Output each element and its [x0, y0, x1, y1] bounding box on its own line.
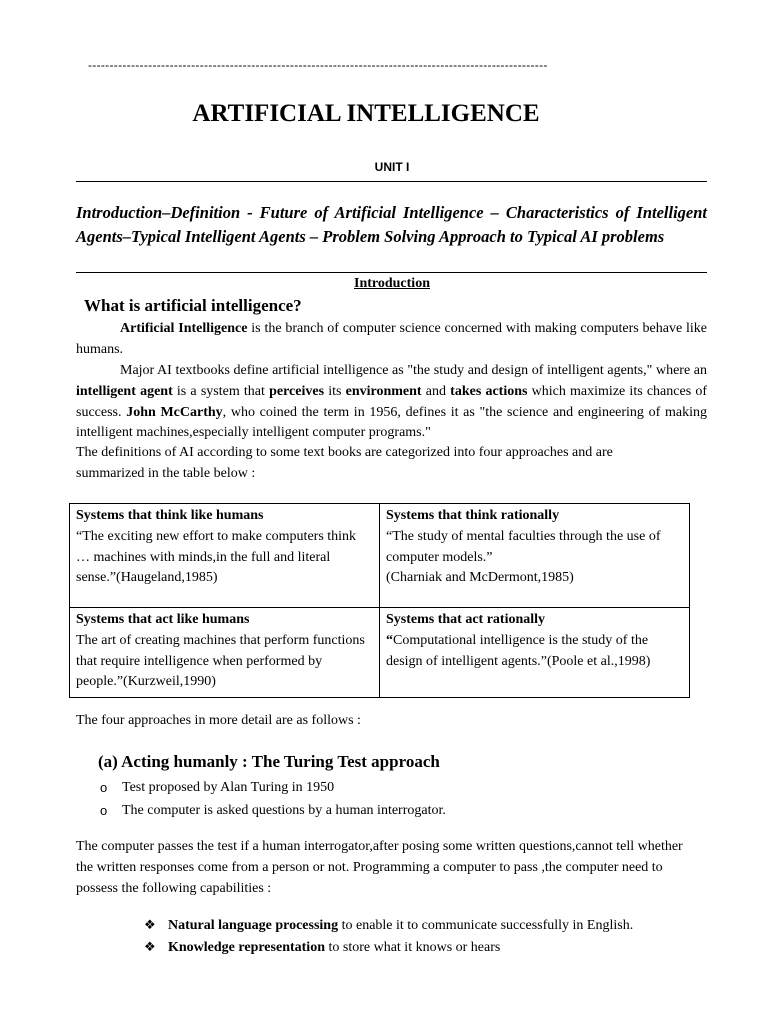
term-john-mccarthy: John McCarthy — [126, 404, 223, 420]
list-item-text: Test proposed by Alan Turing in 1950 — [122, 780, 335, 795]
cell-heading: Systems that act rationally — [386, 612, 546, 627]
top-dash-separator: ----------------------------------------------------------------------------------------------------------- — [88, 58, 548, 72]
cell-body: “The exciting new effort to make computers think … machines with minds,in the full and literal sense.”(Haugeland,1985) — [76, 528, 357, 586]
text: which maximize its chances of success. — [76, 383, 707, 420]
capability-desc: to store what it knows or hears — [324, 940, 501, 955]
ai-definitions-table — [69, 503, 690, 698]
cell-citation: (Charniak and McDermont,1985) — [386, 570, 574, 586]
section-a-heading: (a) Acting humanly : The Turing Test approach — [98, 752, 440, 771]
diamond-bullet-icon: ❖ — [144, 918, 156, 933]
top-rule — [76, 181, 707, 182]
para-definition-text: is the branch of computer science concerned with making computers behave like humans. — [76, 321, 708, 357]
term-perceives: perceives — [269, 383, 325, 399]
capability-name: Knowledge representation — [168, 940, 325, 955]
para-definition — [76, 319, 707, 361]
text: and — [421, 383, 451, 399]
text: its — [324, 383, 346, 399]
cell-heading: Systems that think like humans — [76, 508, 264, 523]
cell-body-text: Computational intelligence is the study of the design of intelligent agents.”(Poole et al.,1998) — [386, 632, 651, 669]
capability-name: Natural language processing — [168, 918, 339, 933]
text: , who coined the term in 1956, defines it as "the science and engineering of making intelligent machines,especially intelligent computer programs." — [76, 404, 707, 441]
text: is a system that — [172, 383, 270, 399]
para-categories: The definitions of AI according to some text books are categorized into four approaches and are summarized in the table below : — [76, 445, 613, 481]
capability-desc: to enable it to communicate successfully in English. — [338, 918, 634, 933]
term-environment: environment — [345, 383, 422, 399]
table-row — [70, 608, 690, 698]
page-title: ARTIFICIAL INTELLIGENCE — [192, 100, 540, 127]
cell-heading: Systems that act like humans — [76, 612, 250, 627]
table-cell-act-rationally — [380, 608, 690, 698]
cell-body: The art of creating machines that perform functions that require intelligence when performed by people.”(Kurzweil,1990) — [76, 632, 365, 690]
list-item-text: The computer is asked questions by a human interrogator. — [122, 803, 446, 818]
table-row — [70, 504, 690, 608]
circle-bullet-icon: o — [100, 780, 108, 795]
cell-heading: Systems that think rationally — [386, 508, 560, 523]
unit-topics: Introduction–Definition - Future of Artificial Intelligence – Characteristics of Intelligent Agents–Typical Intelligent Agents – Problem Solving Approach to Typical AI problems — [76, 203, 707, 246]
diamond-bullet-icon: ❖ — [144, 940, 156, 955]
term-ai: Artificial Intelligence — [120, 321, 248, 336]
open-quote: “ — [386, 632, 393, 648]
bottom-rule — [76, 272, 707, 273]
unit-label: UNIT I — [374, 160, 410, 174]
list-item — [144, 915, 633, 937]
list-item — [144, 937, 633, 959]
list-item — [100, 776, 446, 799]
term-takes-actions: takes actions — [450, 383, 528, 399]
cell-body — [386, 631, 683, 673]
circle-bullet-icon: o — [100, 803, 108, 818]
introduction-heading: Introduction — [354, 276, 430, 291]
para-textbooks — [76, 361, 707, 444]
cell-body: “The study of mental faculties through the use of computer models.” — [386, 528, 661, 565]
table-cell-think-humans — [70, 504, 380, 608]
table-cell-think-rationally — [380, 504, 690, 608]
question-heading: What is artificial intelligence? — [84, 296, 302, 315]
term-intelligent-agent: intelligent agent — [76, 383, 173, 399]
turing-test-bullets — [100, 776, 446, 822]
table-cell-act-humans — [70, 608, 380, 698]
para-turing-pass: The computer passes the test if a human interrogator,after posing some written questions,cannot tell whether the written responses come from a person or not. Programming a computer to pass ,the computer need to possess the following capabilities : — [76, 839, 683, 896]
capabilities-list — [144, 915, 633, 959]
list-item — [100, 799, 446, 822]
text: Major AI textbooks define artificial intelligence as "the study and design of intelligent agents," where an — [120, 363, 707, 378]
para-four-approaches: The four approaches in more detail are as follows : — [76, 713, 361, 728]
